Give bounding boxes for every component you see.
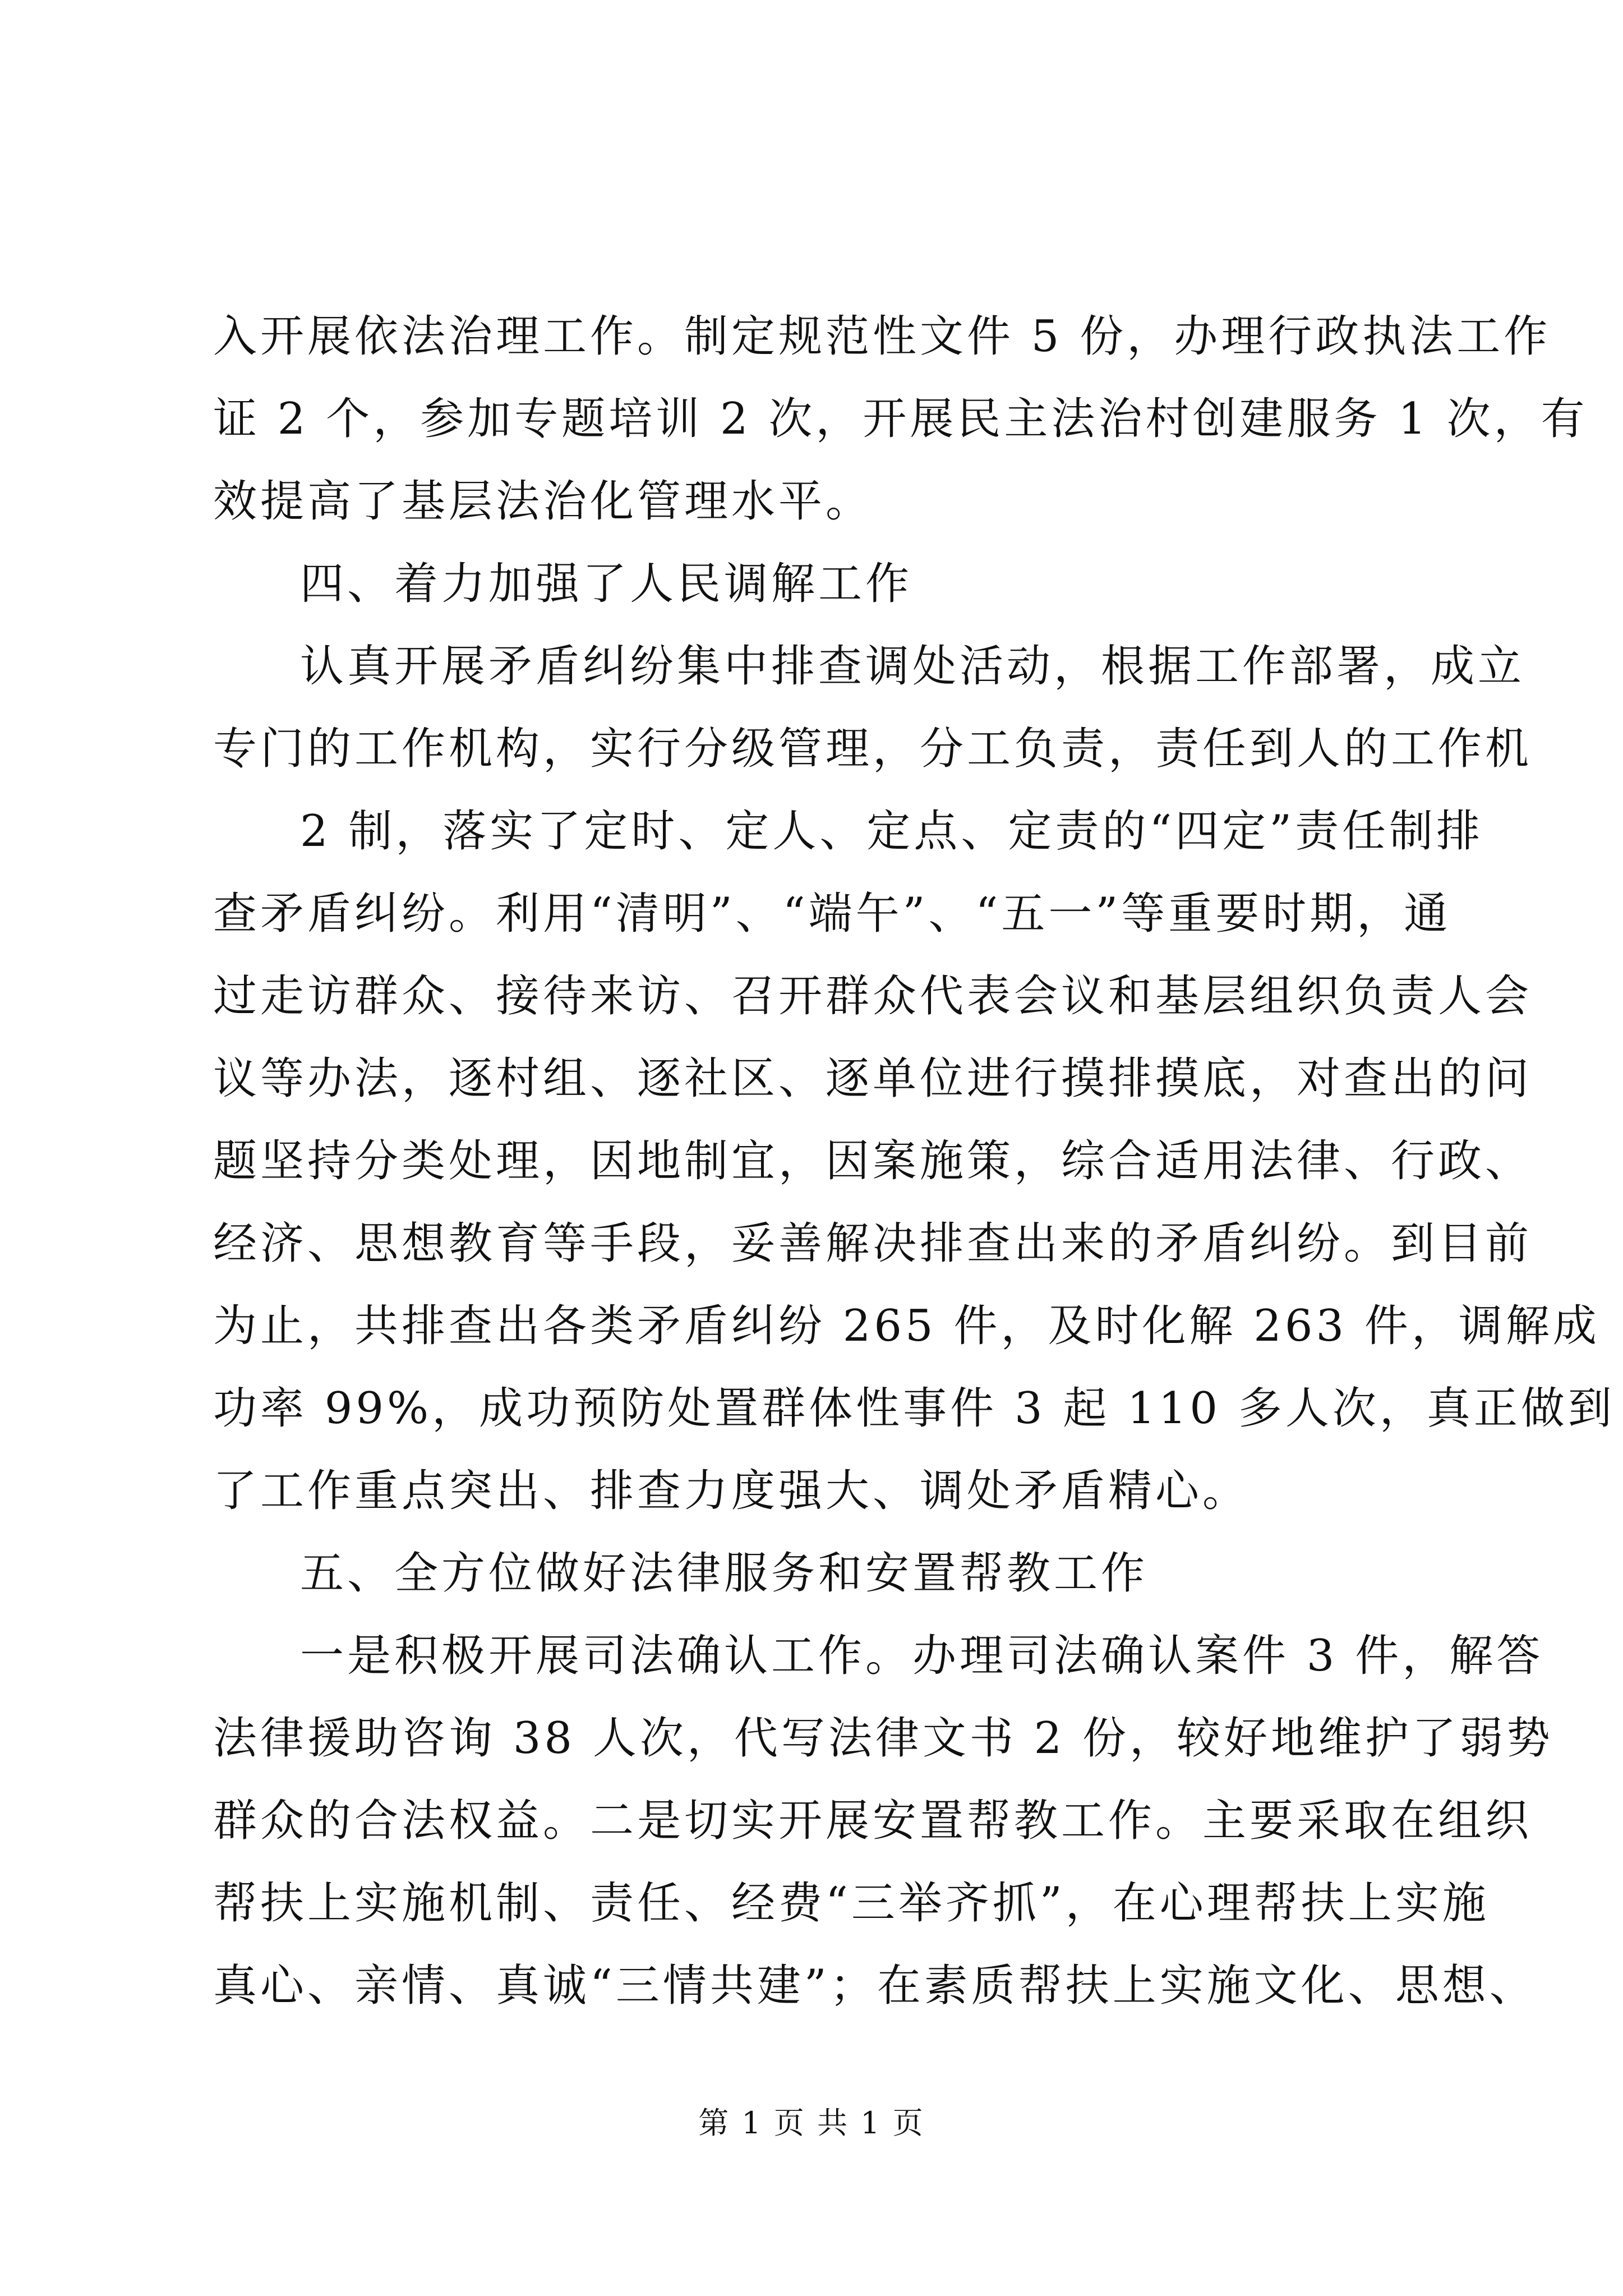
text-line: 真心、亲情、真诚“三情共建”；在素质帮扶上实施文化、思想、 [213, 1961, 1537, 2011]
text-line: 群众的合法权益。二是切实开展安置帮教工作。主要采取在组织 [213, 1796, 1533, 1846]
text-line: 功率 99%，成功预防处置群体性事件 3 起 110 多人次，真正做到 [213, 1383, 1615, 1434]
text-line: 了工作重点突出、排查力度强大、调处矛盾精心。 [213, 1466, 1250, 1516]
section-heading: 五、全方位做好法律服务和安置帮教工作 [300, 1548, 1149, 1599]
text-line: 帮扶上实施机制、责任、经费“三举齐抓”，在心理帮扶上实施 [213, 1878, 1490, 1929]
text-line: 一是积极开展司法确认工作。办理司法确认案件 3 件，解答 [300, 1631, 1544, 1681]
text-line: 经济、思想教育等手段，妥善解决排查出来的矛盾纠纷。到目前 [213, 1218, 1533, 1269]
text-line: 查矛盾纠纷。利用“清明”、“端午”、“五一”等重要时期，通 [213, 889, 1451, 939]
text-line: 效提高了基层法治化管理水平。 [213, 476, 873, 527]
text-line: 专门的工作机构，实行分级管理，分工负责，责任到人的工作机 [213, 724, 1533, 774]
text-line: 证 2 个，参加专题培训 2 次，开展民主法治村创建服务 1 次，有 [213, 394, 1588, 444]
text-line: 2 制，落实了定时、定人、定点、定责的“四定”责任制排 [300, 806, 1484, 857]
section-heading: 四、着力加强了人民调解工作 [300, 559, 913, 609]
text-line: 过走访群众、接待来访、召开群众代表会议和基层组织负责人会 [213, 971, 1533, 1022]
text-line: 为止，共排查出各类矛盾纠纷 265 件，及时化解 263 件，调解成 [213, 1301, 1600, 1351]
page-number-footer: 第 1 页 共 1 页 [698, 2105, 925, 2141]
text-line: 题坚持分类处理，因地制宜，因案施策，综合适用法律、行政、 [213, 1136, 1533, 1186]
text-line: 认真开展矛盾纠纷集中排查调处活动，根据工作部署，成立 [300, 641, 1525, 692]
text-line: 入开展依法治理工作。制定规范性文件 5 份，办理行政执法工作 [213, 311, 1551, 362]
text-line: 议等办法，逐村组、逐社区、逐单位进行摸排摸底，对查出的问 [213, 1053, 1533, 1104]
text-line: 法律援助咨询 38 人次，代写法律文书 2 份，较好地维护了弱势 [213, 1713, 1554, 1764]
